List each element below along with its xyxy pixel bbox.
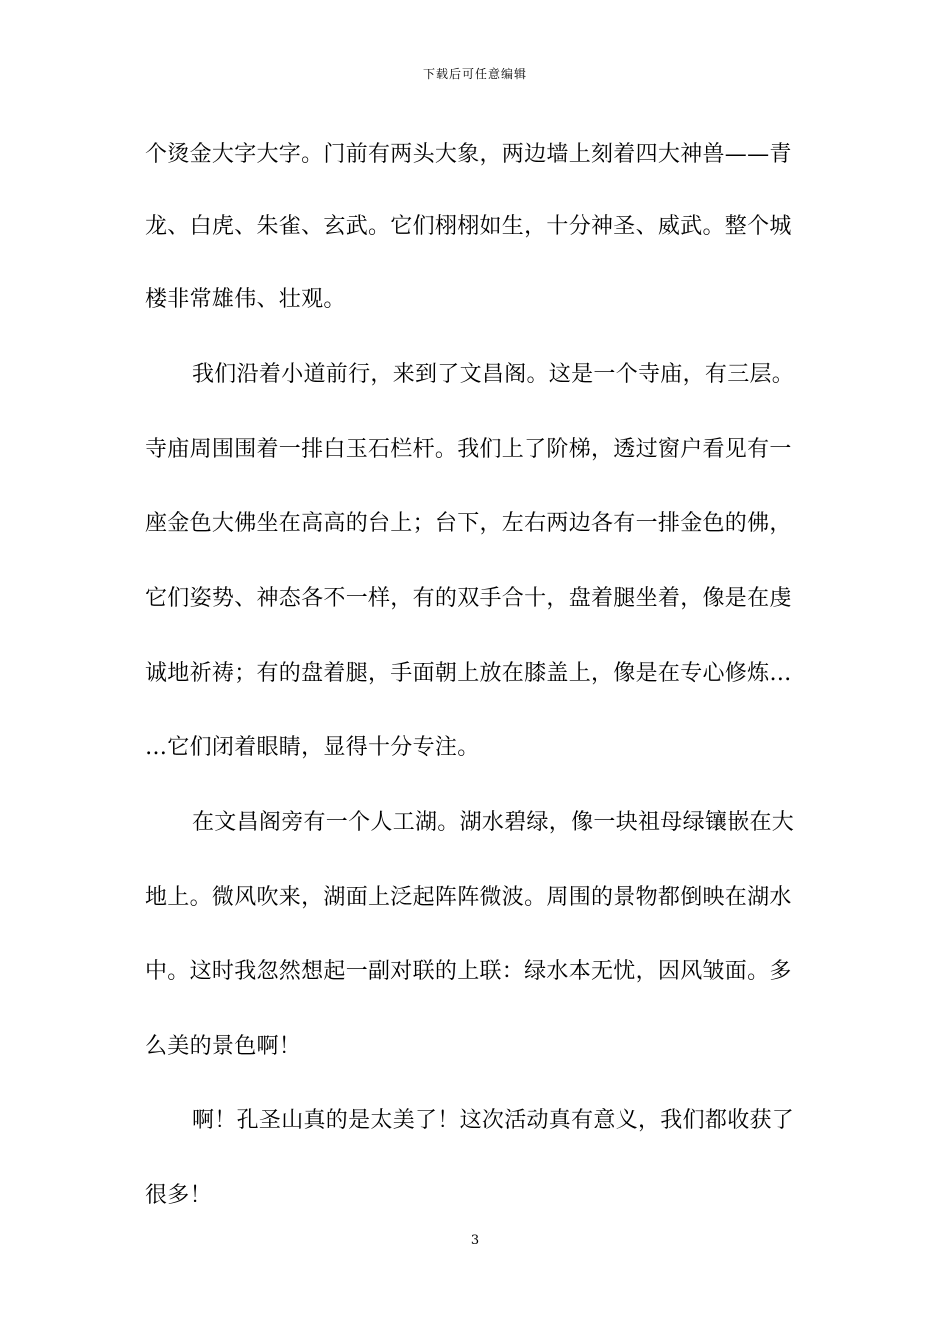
- text-line: 座金色大佛坐在高高的台上；台下，左右两边各有一排金色的佛，: [145, 511, 792, 536]
- text-line: 个烫金大字大字。门前有两头大象，两边墙上刻着四大神兽——青: [145, 142, 792, 167]
- text-line: 楼非常雄伟、壮观。: [145, 287, 346, 312]
- text-line: 在文昌阁旁有一个人工湖。湖水碧绿，像一块祖母绿镶嵌在大: [192, 810, 795, 835]
- text-line: 它们姿势、神态各不一样，有的双手合十，盘着腿坐着，像是在虔: [145, 586, 792, 611]
- text-line: 地上。微风吹来，湖面上泛起阵阵微波。周围的景物都倒映在湖水: [145, 885, 792, 910]
- page-header: 下载后可任意编辑: [422, 67, 527, 81]
- text-line: 龙、白虎、朱雀、玄武。它们栩栩如生，十分神圣、威武。整个城: [145, 214, 792, 239]
- text-line: 啊！孔圣山真的是太美了！这次活动真有意义，我们都收获了: [192, 1108, 795, 1133]
- page-number: 3: [470, 1233, 480, 1248]
- text-line: 中。这时我忽然想起一副对联的上联：绿水本无忧，因风皱面。多: [145, 959, 792, 984]
- text-line: 很多！: [145, 1183, 212, 1208]
- text-line: …它们闭着眼睛，显得十分专注。: [145, 735, 480, 760]
- text-line: 我们沿着小道前行，来到了文昌阁。这是一个寺庙，有三层。: [192, 362, 795, 387]
- text-line: 么美的景色啊！: [145, 1034, 302, 1059]
- text-line: 诚地祈祷；有的盘着腿，手面朝上放在膝盖上，像是在专心修炼…: [145, 661, 792, 686]
- text-line: 寺庙周围围着一排白玉石栏杆。我们上了阶梯，透过窗户看见有一: [145, 437, 792, 462]
